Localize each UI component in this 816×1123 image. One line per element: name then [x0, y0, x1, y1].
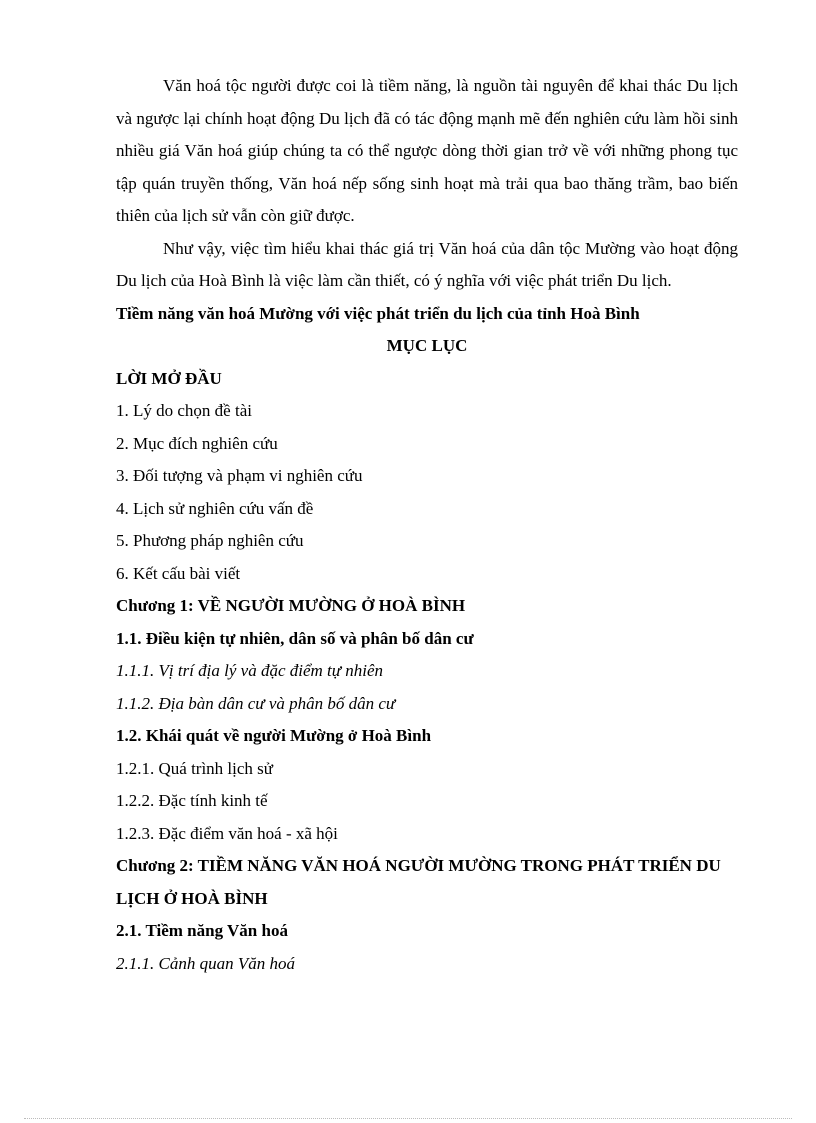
document-title: Tiềm năng văn hoá Mường với việc phát triển du lịch của tỉnh Hoà Bình	[116, 303, 640, 323]
page-bottom-rule	[24, 1118, 792, 1119]
table-of-contents	[116, 363, 738, 981]
toc-chapter-1: Chương 1: VỀ NGƯỜI MƯỜNG Ở HOÀ BÌNH	[116, 596, 466, 615]
toc-subsection: 1.2.3. Đặc điểm văn hoá - xã hội	[116, 823, 338, 843]
toc-entry: 6. Kết cấu bài viết	[116, 563, 241, 583]
toc-subsection: 1.1.2. Địa bàn dân cư và phân bố dân cư	[116, 693, 396, 713]
toc-entry: 1. Lý do chọn đề tài	[116, 401, 252, 420]
intro-paragraph-2: Như vậy, việc tìm hiểu khai thác giá trị Văn hoá của dân tộc Mường vào hoạt động Du lịch của Hoà Bình là việc làm cần thiết, có ý nghĩa với việc phát triển Du lịch.	[116, 238, 738, 290]
toc-heading: MỤC LỤC	[386, 336, 468, 355]
intro-paragraph-1: Văn hoá tộc người được coi là tiềm năng, là nguồn tài nguyên để khai thác Du lịch và ngược lại chính hoạt động Du lịch đã có tác động mạnh mẽ đến nghiên cứu làm hồi sinh nhiều giá Văn hoá giúp chúng ta có thể ngược dòng thời gian trở về với những phong tục tập quán truyền thống, Văn hoá nếp sống sinh hoạt mà trải qua bao thăng trầm, bao biến thiên của lịch sử vẫn còn giữ được.	[116, 76, 738, 225]
toc-chapter-2: Chương 2: TIỀM NĂNG VĂN HOÁ NGƯỜI MƯỜNG TRONG PHÁT TRIỂN DU LỊCH Ở HOÀ BÌNH	[116, 856, 721, 908]
toc-entry: 3. Đối tượng và phạm vi nghiên cứu	[116, 466, 363, 485]
toc-entry: 5. Phương pháp nghiên cứu	[116, 531, 304, 550]
toc-subsection: 1.1.1. Vị trí địa lý và đặc điểm tự nhiên	[116, 661, 384, 680]
document-page	[116, 70, 738, 980]
toc-entry: 2. Mục đích nghiên cứu	[116, 433, 278, 453]
toc-section: 2.1. Tiềm năng Văn hoá	[116, 921, 288, 940]
toc-entry: 4. Lịch sử nghiên cứu vấn đề	[116, 498, 314, 518]
toc-subsection: 2.1.1. Cảnh quan Văn hoá	[116, 953, 295, 973]
toc-subsection: 1.2.1. Quá trình lịch sử	[116, 758, 274, 778]
toc-subsection: 1.2.2. Đặc tính kinh tế	[116, 791, 268, 810]
toc-section: 1.1. Điều kiện tự nhiên, dân số và phân bố dân cư	[116, 628, 474, 648]
toc-section: 1.2. Khái quát về người Mường ở Hoà Bình	[116, 726, 432, 745]
toc-entry-preface: LỜI MỞ ĐẦU	[116, 368, 222, 388]
